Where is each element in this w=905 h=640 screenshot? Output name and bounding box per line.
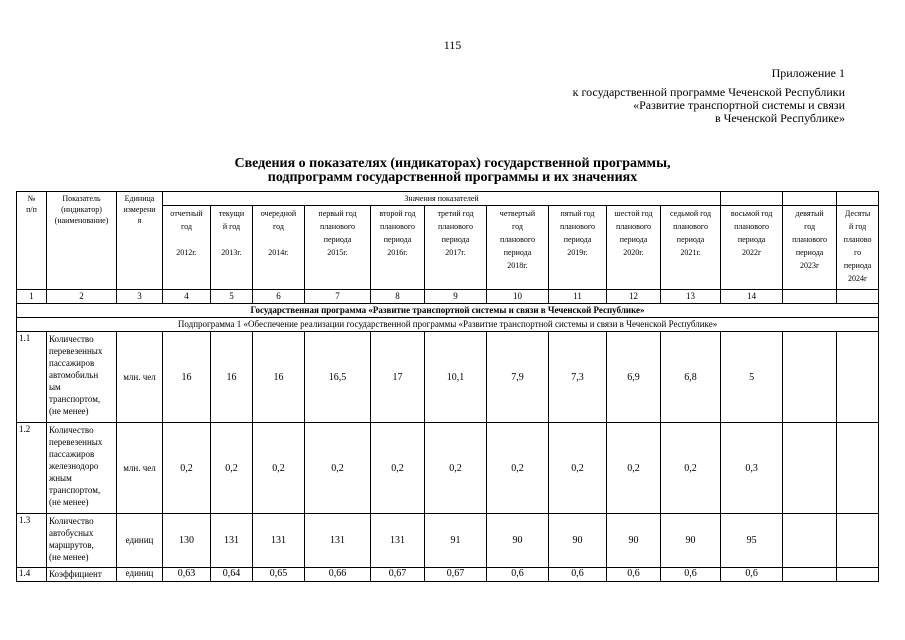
column-number: 11 [549,290,607,304]
document-title [0,157,905,185]
column-number: 7 [305,290,371,304]
column-number: 13 [661,290,721,304]
column-number: 1 [17,290,47,304]
header-year-line: периода [503,248,532,257]
indicator-value: 0,6 [721,568,783,582]
appendix-reference-line: «Развитие транспортной системы и связи [633,98,845,112]
header-year-line: 2021г. [680,248,701,257]
header-year-line: шестой год [614,209,653,218]
indicator-value: 0,6 [549,568,607,582]
indicator-value: 131 [371,514,425,568]
indicators-table [16,191,879,582]
column-number: 9 [425,290,487,304]
column-number: 4 [163,290,211,304]
indicator-value: 5 [721,332,783,423]
document-title-line: подпрограмм государственной программы и их значениях [267,170,638,185]
appendix-reference-line: к государственной программе Чеченской Республики [572,85,845,99]
indicator-name-line: Количество [49,516,94,526]
header-year-col [253,206,305,290]
header-year-line: периода [676,235,705,244]
header-year-line: Десяты [844,209,871,218]
header-year-line: периода [383,235,412,244]
header-year-line: четвертый [499,209,536,218]
header-num-line: п/п [26,205,37,214]
indicator-value: 16 [253,332,305,423]
indicator-value: 0,2 [487,423,549,514]
header-empty [783,192,837,206]
header-indicator-line: (индикатор) [61,205,102,214]
header-year-line: периода [619,235,648,244]
indicator-value: 0,2 [607,423,661,514]
indicator-name-line: (не менее) [49,552,89,562]
indicator-value: 90 [487,514,549,568]
indicator-name-line: железнодоро [49,461,99,471]
table-row [17,514,879,568]
header-year-line: периода [441,235,470,244]
header-unit-line: Единица [124,194,155,203]
header-year-line: планового [438,222,473,231]
column-numbers-row [17,290,879,304]
indicator-name-line: транспортом, [49,394,101,404]
indicator-name-line: Количество [49,425,94,435]
header-year-col [549,206,607,290]
appendix-reference-line: в Чеченской Республике» [714,111,845,125]
indicator-value: 7,9 [487,332,549,423]
row-number: 1.3 [17,514,47,568]
header-year-line: третий год [437,209,474,218]
header-year-col [163,206,211,290]
indicator-value: 0,2 [163,423,211,514]
indicator-value: 90 [661,514,721,568]
header-indicator-line: (наименование) [54,216,109,225]
header-year-line: планового [560,222,595,231]
header-year-line: девятый [795,209,824,218]
indicator-value: 131 [253,514,305,568]
appendix-title: Приложение 1 [771,66,845,80]
indicator-value [783,514,837,568]
indicator-value [783,423,837,514]
header-year-col [305,206,371,290]
header-year-line: 2020г. [623,248,644,257]
header-year-line: год [273,222,284,231]
header-year-line [213,233,250,246]
indicator-value [783,568,837,582]
header-year-col [425,206,487,290]
header-unit [117,192,163,290]
header-year-line: седьмой год [670,209,712,218]
header-year-line: планового [673,222,708,231]
indicator-unit: единиц [117,514,163,568]
header-year-col [607,206,661,290]
indicator-name-line: перевезенных [49,437,103,447]
header-empty [721,192,783,206]
column-number: 6 [253,290,305,304]
indicator-value: 0,67 [371,568,425,582]
header-year-line: планового [734,222,770,231]
indicator-unit: млн. чел [117,332,163,423]
indicator-name-line: (не менее) [49,497,89,507]
header-year-line: 2013г. [221,248,242,257]
indicator-name-line: (не менее) [49,406,89,416]
indicator-name-line: автомобильн [49,370,99,380]
indicator-value: 0,6 [487,568,549,582]
header-year-line: 2024г [847,274,868,283]
header-year-col [661,206,721,290]
indicator-value: 0,64 [211,568,253,582]
indicator-name-line: перевезенных [49,346,103,356]
indicator-name-line: транспортом, [49,485,101,495]
header-year-line [255,233,302,246]
column-number: 8 [371,290,425,304]
header-year-line: 2012г. [176,248,197,257]
table-row [17,332,879,423]
column-number: 5 [211,290,253,304]
header-year-line: год [804,222,816,231]
indicator-value: 0,2 [253,423,305,514]
indicator-name-line: автобусных [49,528,94,538]
indicator-value: 17 [371,332,425,423]
indicator-value: 7,3 [549,332,607,423]
indicator-name-line: Количество [49,334,94,344]
table-row [17,568,879,582]
indicator-value: 0,2 [211,423,253,514]
indicator-name-line: пассажиров [49,358,95,368]
header-year-line: й год [222,222,241,231]
header-unit-line: я [137,216,142,225]
header-num-line: № [27,194,36,203]
table-row [17,423,879,514]
indicator-value: 0,6 [607,568,661,582]
header-year-line: первый год [318,209,357,218]
header-values-group: Значения показателей [163,192,721,206]
row-number: 1.2 [17,423,47,514]
indicator-value: 10,1 [425,332,487,423]
indicator-value: 0,67 [425,568,487,582]
indicator-name-line: маршрутов, [49,540,94,550]
column-number [837,290,879,304]
indicator-name-line: Коэффициент [49,569,102,579]
header-row [17,192,879,206]
indicator-value: 16 [163,332,211,423]
indicator-value: 0,65 [253,568,305,582]
indicator-value: 6,9 [607,332,661,423]
header-year-line: 2018г. [507,261,528,270]
document-title-line: Сведения о показателях (индикаторах) государственной программы, [234,156,671,171]
indicator-value [837,423,879,514]
indicator-value: 0,2 [661,423,721,514]
indicator-value: 130 [163,514,211,568]
appendix-reference [573,86,845,125]
subprogram-title: Подпрограмма 1 «Обеспечение реализации государственной программы «Развитие транспортной системы и связи в Чеченской Республике» [17,318,879,332]
indicator-name [47,423,117,514]
indicator-value [837,514,879,568]
column-number [783,290,837,304]
header-year-line: периода [563,235,592,244]
header-unit-line: измерени [123,205,156,214]
header-year-line: очередной [260,209,297,218]
indicator-name [47,514,117,568]
indicator-value: 0,2 [425,423,487,514]
header-year-col [783,206,837,290]
header-year-line: планового [380,222,415,231]
header-year-line: планового [616,222,651,231]
header-year-line: восьмой год [730,209,773,218]
indicator-name-line: ым [49,382,61,392]
indicator-value: 0,2 [305,423,371,514]
indicator-value [837,568,879,582]
row-number: 1.4 [17,568,47,582]
header-year-line: 2023г [799,261,820,270]
header-year-line: 2019г. [567,248,588,257]
header-year-line: 2016г. [387,248,408,257]
header-year-col [371,206,425,290]
header-year-col [721,206,783,290]
column-number: 3 [117,290,163,304]
indicator-value: 6,8 [661,332,721,423]
indicator-value: 0,3 [721,423,783,514]
header-year-line: отчетный [170,209,203,218]
header-year-line: планового [320,222,355,231]
header-year-line: периода [795,248,824,257]
subprogram-row [17,318,879,332]
indicator-unit: единиц [117,568,163,582]
indicator-name [47,332,117,423]
header-year-line: планового [500,235,535,244]
header-year-line [165,233,208,246]
indicator-value: 16,5 [305,332,371,423]
row-number: 1.1 [17,332,47,423]
indicator-value: 90 [549,514,607,568]
indicator-value: 0,6 [661,568,721,582]
header-year-line: 2014г. [268,248,289,257]
indicator-value: 90 [607,514,661,568]
header-indicator-line: Показатель [62,194,101,203]
header-year-line: й год [848,222,867,231]
indicator-name-line: жным [49,473,72,483]
header-year-line: год [181,222,192,231]
indicator-unit: млн. чел [117,423,163,514]
header-year-line: 2015г. [327,248,348,257]
header-year-line: текущи [218,209,245,218]
indicator-value: 131 [305,514,371,568]
header-indicator [47,192,117,290]
header-year-line: 2022г [741,248,762,257]
indicator-value [783,332,837,423]
indicator-value: 131 [211,514,253,568]
header-empty [837,192,879,206]
header-year-line: год [512,222,523,231]
header-year-col [837,206,879,290]
header-year-line: периода [843,261,872,270]
indicator-value: 95 [721,514,783,568]
header-year-line: пятый год [560,209,595,218]
column-number: 12 [607,290,661,304]
header-num [17,192,47,290]
header-year-line: го [854,248,862,257]
program-row [17,304,879,318]
header-year-line: 2017г. [445,248,466,257]
indicator-value: 0,2 [549,423,607,514]
header-year-line: периода [323,235,352,244]
indicator-value: 0,2 [371,423,425,514]
header-year-line: планово [843,235,872,244]
indicator-value: 16 [211,332,253,423]
indicator-value: 0,63 [163,568,211,582]
header-year-col [487,206,549,290]
indicator-name [47,568,117,582]
header-year-line: планового [792,235,828,244]
column-number: 14 [721,290,783,304]
page-number: 115 [443,38,462,52]
column-number: 2 [47,290,117,304]
indicator-name-line: пассажиров [49,449,95,459]
header-year-col [211,206,253,290]
indicator-value [837,332,879,423]
column-number: 10 [487,290,549,304]
indicator-value: 0,66 [305,568,371,582]
header-year-line: периода [737,235,766,244]
program-title: Государственная программа «Развитие транспортной системы и связи в Чеченской Республике» [17,304,879,318]
indicator-value: 91 [425,514,487,568]
header-year-line: второй год [379,209,416,218]
